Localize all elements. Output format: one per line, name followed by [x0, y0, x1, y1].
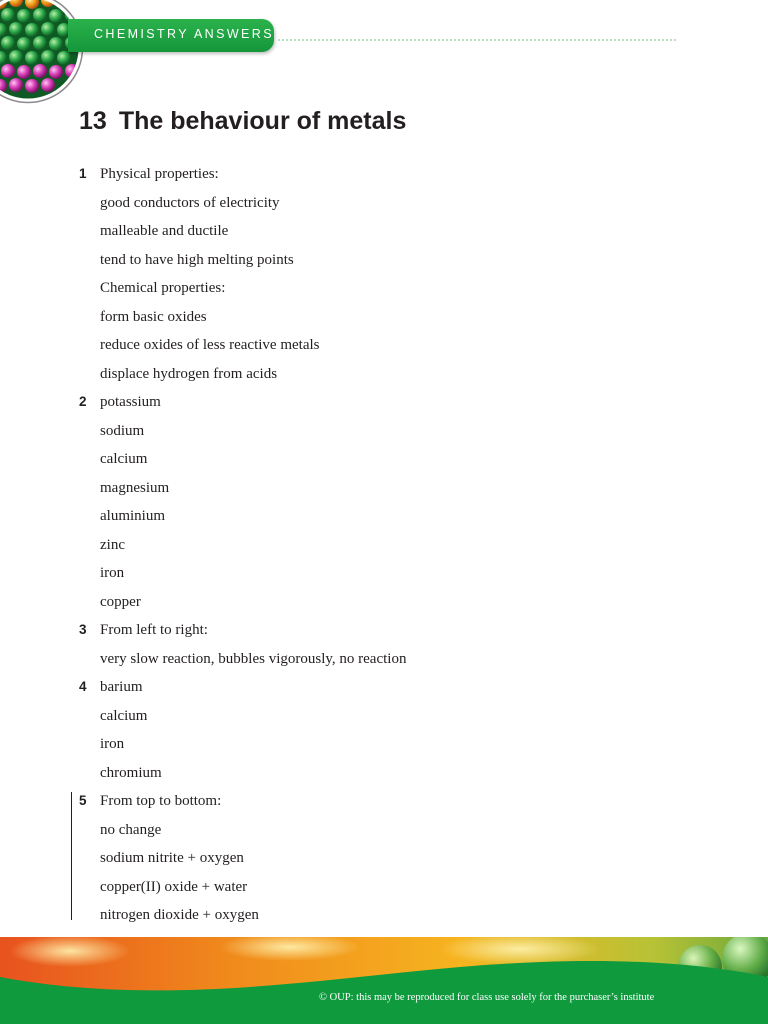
answer-line	[0, 702, 768, 731]
answer-line	[0, 588, 768, 617]
answer-text: tend to have high melting points	[100, 251, 294, 268]
answer-line	[0, 445, 768, 474]
question-number: 2	[79, 394, 87, 409]
question-number: 3	[79, 622, 87, 637]
answer-text: magnesium	[100, 479, 170, 496]
chapter-number: 13	[79, 107, 107, 135]
answer-text: displace hydrogen from acids	[100, 365, 278, 382]
question-number: 4	[79, 679, 87, 694]
answer-text: calcium	[100, 451, 148, 467]
answer-text: From top to bottom:	[100, 793, 222, 809]
header-dotted-rule	[278, 39, 676, 41]
answer-text: aluminium	[100, 508, 165, 524]
answer-line	[0, 217, 768, 246]
answer-text: Physical properties:	[100, 166, 219, 182]
chapter-title: The behaviour of metals	[118, 107, 407, 135]
answer-line	[0, 730, 768, 759]
answer-text: iron	[100, 736, 125, 752]
corner-badge-image	[0, 0, 90, 110]
answer-line	[0, 559, 768, 588]
answer-line	[0, 645, 768, 674]
answer-text: chromium	[100, 764, 162, 781]
answer-text: very slow reaction, bubbles vigorously, no reaction	[100, 650, 407, 667]
answer-line	[0, 417, 768, 446]
chapter-header-banner	[68, 19, 274, 52]
copyright-notice: © OUP: this may be reproduced for class use solely for the purchaser’s institute	[319, 992, 655, 1003]
answer-question-line	[0, 787, 768, 816]
answer-line	[0, 303, 768, 332]
answer-text: potassium	[100, 394, 161, 410]
answer-text: sodium nitrite + oxygen	[100, 850, 244, 866]
answer-line	[0, 901, 768, 930]
answer-text: reduce oxides of less reactive metals	[100, 337, 320, 353]
answer-text: barium	[100, 679, 143, 695]
answer-line	[0, 502, 768, 531]
answer-text: zinc	[100, 536, 125, 553]
answer-line	[0, 873, 768, 902]
answer-text: calcium	[100, 707, 148, 724]
answer-line	[0, 360, 768, 389]
answer-text: malleable and ductile	[100, 223, 229, 239]
change-bar	[71, 792, 72, 920]
answer-line	[0, 759, 768, 788]
answer-line	[0, 274, 768, 303]
answer-question-line	[0, 673, 768, 702]
question-number: 5	[79, 793, 87, 808]
answer-text: no change	[100, 821, 162, 838]
page-title	[79, 107, 406, 136]
answer-text: Chemical properties:	[100, 280, 226, 296]
answer-line	[0, 844, 768, 873]
answer-question-line	[0, 388, 768, 417]
answer-text: iron	[100, 565, 125, 581]
answer-question-line	[0, 616, 768, 645]
answer-text: form basic oxides	[100, 308, 207, 325]
answer-text: good conductors of electricity	[100, 194, 280, 211]
answer-text: nitrogen dioxide + oxygen	[100, 907, 259, 923]
answer-text: sodium	[100, 422, 145, 439]
answer-text: From left to right:	[100, 622, 208, 638]
footer-decorative-band	[0, 937, 768, 1024]
header-label: CHEMISTRY ANSWERS	[94, 27, 274, 41]
answers-list	[0, 160, 768, 930]
answer-question-line	[0, 160, 768, 189]
answer-text: copper(II) oxide + water	[100, 878, 248, 895]
answer-line	[0, 246, 768, 275]
answer-line	[0, 816, 768, 845]
answer-line	[0, 331, 768, 360]
question-number: 1	[79, 166, 87, 181]
answer-line	[0, 474, 768, 503]
answer-line	[0, 189, 768, 218]
answer-text: copper	[100, 593, 141, 610]
answer-line	[0, 531, 768, 560]
